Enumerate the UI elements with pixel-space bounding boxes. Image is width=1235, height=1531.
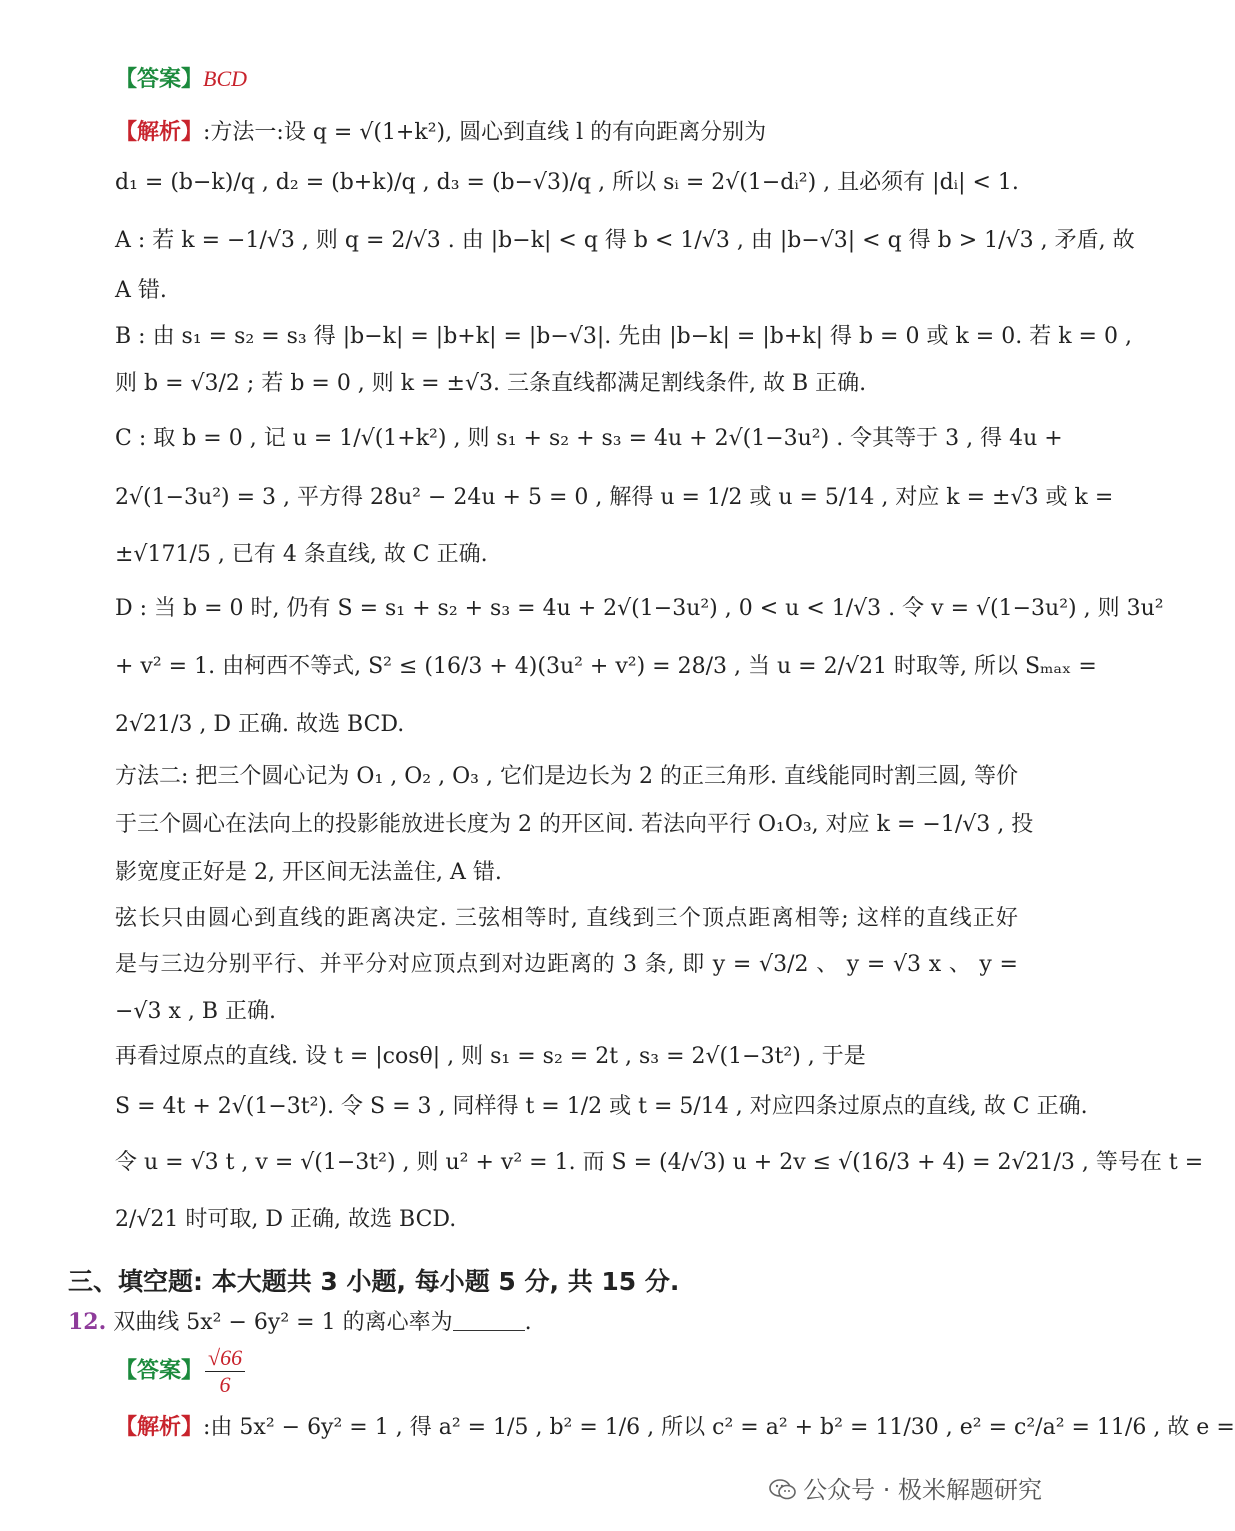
- text-line: ±√171/5 , 已有 4 条直线, 故 C 正确.: [115, 542, 488, 567]
- analysis-tag: 【解析】: [115, 1414, 204, 1440]
- answer-blank: [453, 1310, 525, 1331]
- question-number: 12.: [68, 1309, 107, 1335]
- answer-tag: 【答案】: [115, 1357, 204, 1384]
- analysis-line-2: [115, 1412, 1235, 1443]
- text-line: 2√(1−3u²) = 3 , 平方得 28u² − 24u + 5 = 0 , 解得 u = 1/2 或 u = 5/14 , 对应 k = ±√3 或 k =: [115, 485, 1114, 510]
- text-line: :方法一:设 q = √(1+k²), 圆心到直线 l 的有向距离分别为: [203, 120, 767, 145]
- answer-fraction: [205, 1345, 245, 1398]
- analysis-tag: 【解析】: [115, 119, 204, 145]
- answer-line-1: [115, 64, 247, 95]
- text-line: 则 b = √3/2 ; 若 b = 0 , 则 k = ±√3. 三条直线都满足割线条件, 故 B 正确.: [115, 371, 867, 396]
- answer-value: BCD: [203, 66, 248, 91]
- answer-tag: 【答案】: [115, 66, 204, 92]
- fraction-numerator: √66: [205, 1345, 245, 1372]
- text-line: 于三个圆心在法向上的投影能放进长度为 2 的开区间. 若法向平行 O₁O₃, 对应 k = −1/√3 , 投: [115, 812, 1034, 837]
- text-line: 再看过原点的直线. 设 t = |cosθ| , 则 s₁ = s₂ = 2t , s₃ = 2√(1−3t²) , 于是: [115, 1044, 866, 1069]
- answer-line-2: [115, 1345, 247, 1398]
- text-line: A : 若 k = −1/√3 , 则 q = 2/√3 . 由 |b−k| < q 得 b < 1/√3 , 由 |b−√3| < q 得 b > 1/√3 , 矛盾, 故: [115, 228, 1135, 253]
- text-line: 弦长只由圆心到直线的距离决定. 三弦相等时, 直线到三个顶点距离相等; 这样的直线正好: [115, 906, 1018, 931]
- text-line: −√3 x , B 正确.: [115, 999, 276, 1024]
- question-text: 双曲线 5x² − 6y² = 1 的离心率为: [113, 1310, 453, 1335]
- question-end: .: [524, 1310, 532, 1335]
- wechat-icon: [769, 1479, 797, 1501]
- text-line: C : 取 b = 0 , 记 u = 1/√(1+k²) , 则 s₁ + s₂ + s₃ = 4u + 2√(1−3u²) . 令其等于 3 , 得 4u +: [115, 426, 1063, 451]
- text-line: S = 4t + 2√(1−3t²). 令 S = 3 , 同样得 t = 1/2 或 t = 5/14 , 对应四条过原点的直线, 故 C 正确.: [115, 1094, 1088, 1119]
- text-line: :由 5x² − 6y² = 1 , 得 a² = 1/5 , b² = 1/6 , 所以 c² = a² + b² = 11/30 , e² = c²/a² = 11/6 , 故 e =: [203, 1415, 1235, 1440]
- text-line: A 错.: [115, 278, 167, 303]
- text-line: D : 当 b = 0 时, 仍有 S = s₁ + s₂ + s₃ = 4u + 2√(1−3u²) , 0 < u < 1/√3 . 令 v = √(1−3u²) , 则 3u²: [115, 596, 1164, 621]
- text-line: 影宽度正好是 2, 开区间无法盖住, A 错.: [115, 860, 502, 885]
- watermark: [769, 1470, 1042, 1505]
- text-line: d₁ = (b−k)/q , d₂ = (b+k)/q , d₃ = (b−√3)/q , 所以 sᵢ = 2√(1−dᵢ²) , 且必须有 |dᵢ| < 1.: [115, 170, 1019, 195]
- text-line: + v² = 1. 由柯西不等式, S² ≤ (16/3 + 4)(3u² + v²) = 28/3 , 当 u = 2/√21 时取等, 所以 Sₘₐₓ =: [115, 654, 1097, 679]
- analysis-line-0: [115, 117, 766, 148]
- text-line: 方法二: 把三个圆心记为 O₁ , O₂ , O₃ , 它们是边长为 2 的正三角形. 直线能同时割三圆, 等价: [115, 764, 1018, 789]
- text-line: 令 u = √3 t , v = √(1−3t²) , 则 u² + v² = 1. 而 S = (4/√3) u + 2v ≤ √(16/3 + 4) = 2√21/3 , 等号在 t =: [115, 1150, 1204, 1175]
- watermark-text: 公众号 · 极米解题研究: [803, 1476, 1042, 1504]
- text-line: 2/√21 时可取, D 正确, 故选 BCD.: [115, 1207, 457, 1232]
- question-12: [68, 1307, 532, 1338]
- fraction-denominator: 6: [219, 1372, 231, 1397]
- section-heading: 三、填空题: 本大题共 3 小题, 每小题 5 分, 共 15 分.: [68, 1267, 680, 1296]
- text-line: B : 由 s₁ = s₂ = s₃ 得 |b−k| = |b+k| = |b−√3|. 先由 |b−k| = |b+k| 得 b = 0 或 k = 0. 若 k = 0 ,: [115, 324, 1132, 349]
- text-line: 2√21/3 , D 正确. 故选 BCD.: [115, 712, 405, 737]
- text-line: 是与三边分别平行、并平分对应顶点到对边距离的 3 条, 即 y = √3/2 、 y = √3 x 、 y =: [115, 952, 1018, 977]
